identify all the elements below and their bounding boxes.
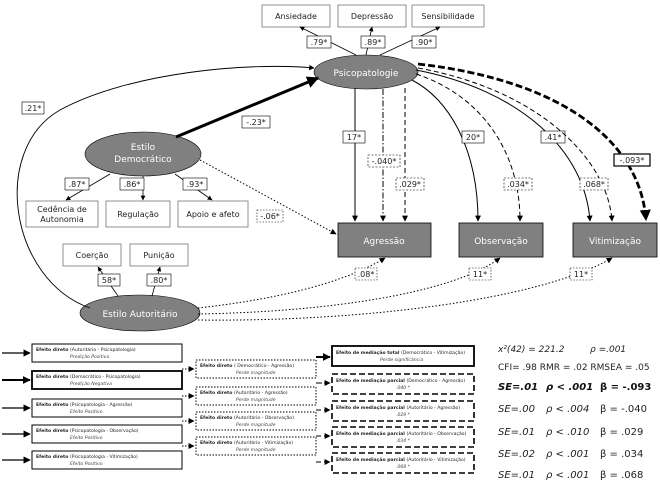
- svg-text:Efeito Positivo: Efeito Positivo: [70, 410, 103, 415]
- indicator-ansiedade: [262, 5, 330, 27]
- legend-mid: [182, 360, 316, 455]
- svg-text:.068 *: .068 *: [396, 465, 410, 470]
- legend-item: [2, 371, 182, 389]
- svg-text:β = .029: β = .029: [600, 427, 644, 438]
- svg-text:.41*: .41*: [544, 133, 562, 142]
- svg-text:Efeito direto (Autoritário - O: Efeito direto (Autoritário - Observação): [200, 416, 294, 421]
- svg-text:.029*: .029*: [399, 180, 421, 189]
- svg-text:Efeito de mediação parcial (De: Efeito de mediação parcial (Democrático - Agressão): [336, 379, 466, 384]
- coef-coercao: [98, 274, 120, 286]
- svg-text:Cedência de: Cedência de: [37, 205, 87, 214]
- svg-text:Efeito de mediação parcial (Au: Efeito de mediação parcial (Autoritário - Vitimização): [336, 458, 466, 463]
- legend-item: [182, 387, 316, 405]
- svg-text:SE=.01: SE=.01: [498, 470, 535, 481]
- svg-text:Vitimização: Vitimização: [589, 237, 641, 247]
- svg-text:.034 *: .034 *: [396, 439, 410, 444]
- legend-item: [316, 346, 474, 366]
- legend-item: [2, 344, 182, 362]
- svg-text:Efeito direto (Psicopatologia: Efeito direto (Psicopatologia - Agressão): [36, 403, 133, 408]
- coef-psico-obs: [462, 131, 484, 143]
- node-estilo-democratico: [85, 132, 201, 176]
- svg-text:.80*: .80*: [150, 276, 168, 285]
- svg-text:SE=.01: SE=.01: [498, 427, 535, 438]
- svg-text:β = -.093: β = -.093: [600, 382, 652, 393]
- svg-text:ρ < .001: ρ < .001: [546, 382, 594, 393]
- coef-aut-vit: [570, 268, 592, 280]
- svg-text:.90*: .90*: [415, 38, 433, 47]
- svg-text:ρ < .010: ρ < .010: [546, 427, 590, 438]
- legend-item: [2, 425, 182, 443]
- svg-text:17*: 17*: [346, 133, 362, 142]
- svg-text:Democrático: Democrático: [114, 155, 172, 165]
- svg-text:-.040*: -.040*: [371, 157, 397, 166]
- svg-text:.79*: .79*: [310, 38, 328, 47]
- svg-text:.029 *: .029 *: [396, 413, 410, 418]
- legend-item: [316, 453, 474, 473]
- svg-text:Perde significância: Perde significância: [380, 358, 424, 363]
- outcome-agressao: [338, 223, 431, 257]
- coef-psico-vit-med: [580, 178, 608, 190]
- coef-dem-psico: [242, 116, 270, 128]
- svg-text:Estilo Autoritário: Estilo Autoritário: [102, 310, 178, 320]
- coef-aut-obs: [469, 268, 491, 280]
- svg-text:ρ < .001: ρ < .001: [546, 449, 590, 460]
- svg-text:-.23*: -.23*: [246, 118, 266, 127]
- svg-text:Perde magnitude: Perde magnitude: [236, 448, 276, 453]
- svg-text:Psicopatologie: Psicopatologie: [333, 69, 399, 79]
- svg-text:Predição Negativa: Predição Negativa: [70, 382, 112, 387]
- outcome-vitimizacao: [573, 223, 657, 257]
- svg-text:.034*: .034*: [507, 180, 529, 189]
- svg-text:ρ =.001: ρ =.001: [590, 345, 627, 355]
- indicator-apoio: [178, 201, 248, 227]
- svg-text:.89*: .89*: [364, 38, 382, 47]
- svg-text:Efeito direto (Autoritário - A: Efeito direto (Autoritário - Agressão): [200, 391, 288, 396]
- indicator-regulacao: [106, 201, 170, 227]
- svg-text:Efeito de mediação parcial (Au: Efeito de mediação parcial (Autoritário - Observação): [336, 432, 467, 437]
- svg-text:Perde magnitude: Perde magnitude: [236, 398, 276, 403]
- svg-text:.87*: .87*: [68, 180, 86, 189]
- svg-text:Efeito direto (Autoritário - P: Efeito direto (Autoritário - Psicopatologia): [36, 348, 136, 353]
- node-estilo-autoritario: [80, 295, 200, 331]
- outcome-observacao: [459, 223, 543, 257]
- svg-text:SE=.00: SE=.00: [498, 404, 535, 415]
- svg-text:-.093*: -.093*: [619, 156, 645, 165]
- svg-text:Efeito direto ( Democrático -: Efeito direto ( Democrático - Agressão): [200, 364, 294, 369]
- svg-text:Sensibilidade: Sensibilidade: [421, 12, 475, 21]
- svg-text:ρ < .001: ρ < .001: [546, 470, 590, 481]
- svg-text:CFI= .98 RMR = .02 RMSEA = .: CFI= .98 RMR = .02 RMSEA = .05: [498, 363, 650, 373]
- svg-text:β = .034: β = .034: [600, 449, 644, 460]
- svg-text:Efeito direto (Autoritário - V: Efeito direto (Autoritário - Vitimização): [200, 441, 294, 446]
- legend-right: [316, 346, 474, 473]
- coef-ansiedade: [307, 36, 331, 48]
- coef-depressao: [361, 36, 385, 48]
- svg-text:Efeito Positivo: Efeito Positivo: [70, 462, 103, 467]
- svg-text:Estilo: Estilo: [130, 143, 156, 153]
- coef-apoio: [183, 178, 207, 190]
- svg-text:Perde magnitude: Perde magnitude: [236, 371, 276, 376]
- svg-text:Efeito de mediação parcial (Au: Efeito de mediação parcial (Autoritário - Agressão): [336, 406, 461, 411]
- svg-text:β = .068: β = .068: [600, 470, 644, 481]
- stats-row: [498, 382, 651, 393]
- indicator-sensibilidade: [412, 5, 484, 27]
- legend-item: [182, 412, 316, 430]
- svg-text:Efeito de mediação total (Demo: Efeito de mediação total (Democrático - Vitimização): [336, 351, 466, 356]
- svg-text:SE=.01: SE=.01: [498, 382, 539, 393]
- svg-text:.86*: .86*: [123, 180, 141, 189]
- legend-item: [2, 399, 182, 417]
- svg-text:SE=.02: SE=.02: [498, 449, 535, 460]
- legend-item: [2, 451, 182, 469]
- svg-text:Punição: Punição: [143, 251, 175, 260]
- coef-punicao: [147, 274, 171, 286]
- legend-item: [182, 360, 316, 378]
- stats-table: [498, 382, 651, 481]
- svg-text:Agressão: Agressão: [363, 237, 405, 247]
- coef-psico-agr-med2: [396, 178, 424, 190]
- svg-text:Predição Positiva: Predição Positiva: [70, 355, 110, 360]
- legend-item: [316, 401, 474, 421]
- legend-item: [316, 427, 474, 447]
- indicator-cedencia: [26, 201, 98, 227]
- coef-psico-vit-total: [614, 154, 650, 166]
- coef-dem-agr: [257, 210, 283, 222]
- coef-psico-obs-med: [504, 178, 532, 190]
- svg-text:Apoio e afeto: Apoio e afeto: [186, 210, 240, 219]
- coef-cedencia: [65, 178, 89, 190]
- svg-text:58*: 58*: [101, 276, 117, 285]
- node-psicopatologie: [314, 55, 418, 89]
- svg-text:Efeito direto (Psicopatologia: Efeito direto (Psicopatologia - Vitimização): [36, 455, 138, 460]
- legend-item: [316, 374, 474, 394]
- coef-psico-vit: [541, 131, 565, 143]
- svg-text:Efeito direto (Psicopatologia: Efeito direto (Psicopatologia - Observação): [36, 429, 139, 434]
- indicator-depressao: [338, 5, 406, 27]
- svg-text:Observação: Observação: [474, 237, 528, 247]
- svg-text:β = -.040: β = -.040: [600, 404, 647, 415]
- coef-psico-agr-med1: [368, 155, 400, 167]
- svg-text:Regulação: Regulação: [117, 210, 159, 219]
- svg-text:Coerção: Coerção: [75, 251, 109, 260]
- svg-text:.040 *: .040 *: [396, 386, 410, 391]
- svg-text:20*: 20*: [465, 133, 481, 142]
- fit-statistics: [497, 345, 650, 373]
- legend-left: [2, 344, 182, 469]
- coef-aut-agr: [355, 268, 377, 280]
- svg-text:Efeito Positivo: Efeito Positivo: [70, 436, 103, 441]
- svg-text:.93*: .93*: [186, 180, 204, 189]
- svg-text:Efeito direto (Democrático - P: Efeito direto (Democrático - Psicopatologia): [36, 375, 141, 380]
- coef-psico-agr: [343, 131, 365, 143]
- coef-regulacao: [120, 178, 144, 190]
- svg-text:.21*: .21*: [24, 104, 42, 113]
- svg-text:11*: 11*: [573, 270, 589, 279]
- stats-row: [498, 404, 647, 415]
- svg-text:Autonomia: Autonomia: [40, 215, 84, 224]
- svg-text:x²(42) = 221.2: x²(42) = 221.2: [498, 345, 565, 355]
- stats-row: [498, 427, 643, 438]
- svg-text:11*: 11*: [472, 270, 488, 279]
- indicator-punicao: [130, 244, 188, 266]
- coef-sensibilidade: [412, 36, 436, 48]
- stats-row: [498, 449, 643, 460]
- coef-aut-psico: [22, 102, 44, 114]
- svg-text:Ansiedade: Ansiedade: [275, 12, 317, 21]
- svg-text:Depressão: Depressão: [350, 12, 394, 21]
- indicator-coercao: [63, 244, 121, 266]
- svg-text:.08*: .08*: [357, 270, 375, 279]
- svg-text:.068*: .068*: [583, 180, 605, 189]
- legend-item: [182, 437, 316, 455]
- svg-text:Perde magnitude: Perde magnitude: [236, 423, 276, 428]
- svg-text:ρ < .004: ρ < .004: [546, 404, 590, 415]
- svg-text:-.06*: -.06*: [260, 212, 280, 221]
- stats-row: [498, 470, 643, 481]
